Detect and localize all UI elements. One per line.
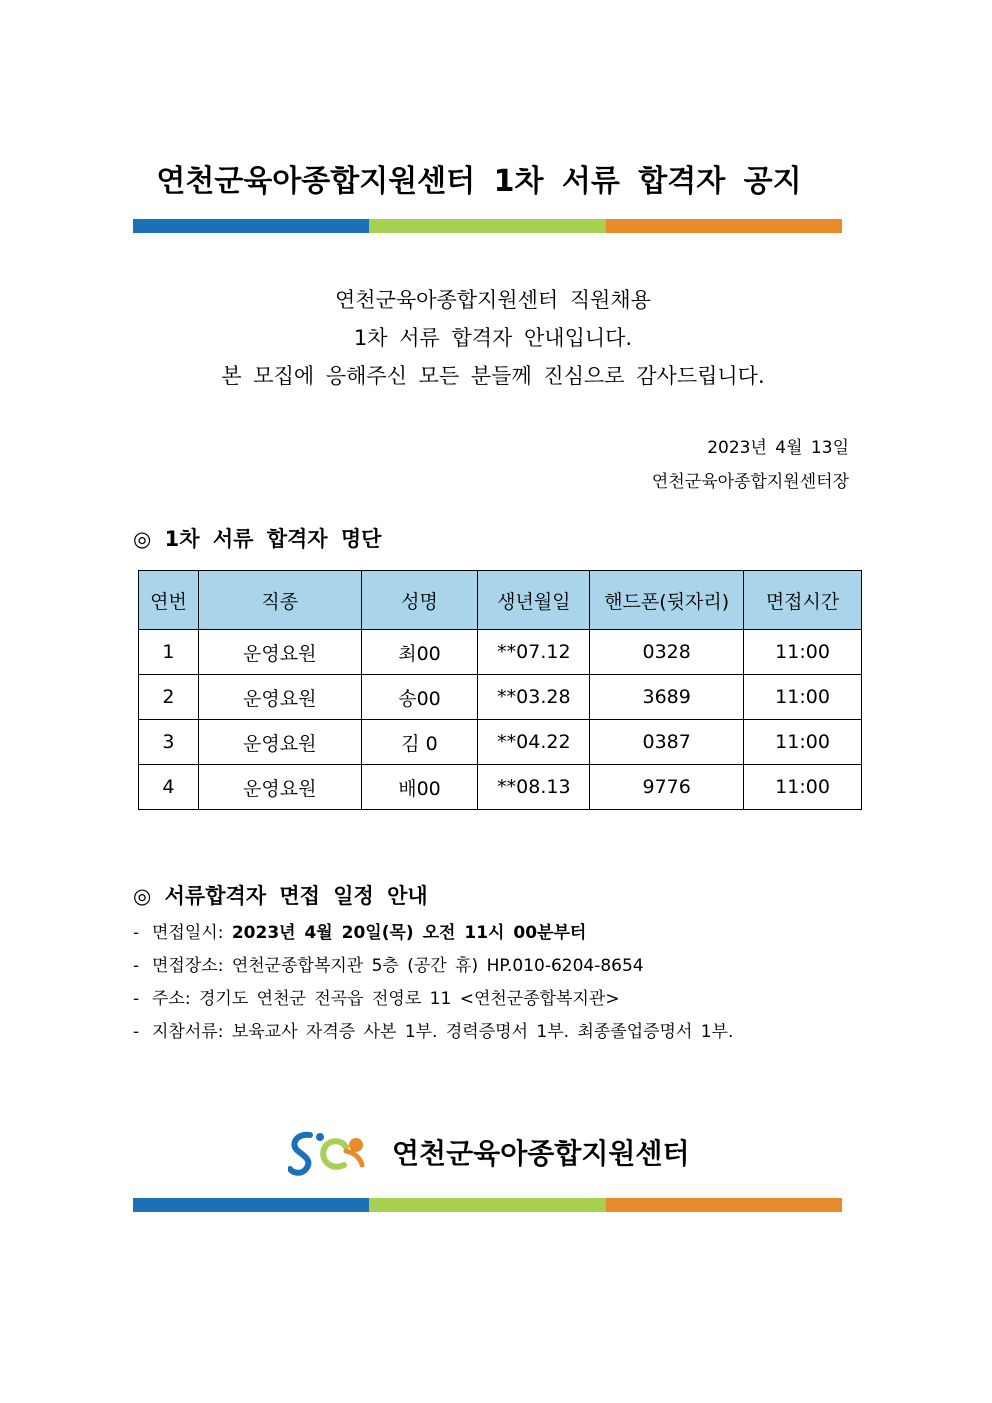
header-cell: 성명: [361, 571, 478, 630]
interview-info-list: [133, 917, 733, 1049]
table-cell: 배00: [361, 765, 478, 810]
table-cell: **07.12: [478, 630, 590, 675]
list-dash: -: [133, 989, 140, 1009]
table-cell: 0328: [590, 630, 744, 675]
info-value: 경기도 연천군 전곡읍 전영로 11 <연천군종합복지관>: [198, 989, 620, 1009]
table-cell: 0387: [590, 720, 744, 765]
table-cell: 3689: [590, 675, 744, 720]
header-cell: 면접시간: [744, 571, 862, 630]
table-cell: 김 0: [361, 720, 478, 765]
info-label: 주소:: [152, 989, 199, 1009]
bar-segment-green: [369, 1198, 605, 1212]
table-cell: 4: [139, 765, 199, 810]
section-heading-applicants: ◎ 1차 서류 합격자 명단: [133, 527, 382, 551]
table-cell: **04.22: [478, 720, 590, 765]
list-dash: -: [133, 1022, 140, 1042]
list-item: [133, 917, 733, 950]
table-cell: 11:00: [744, 630, 862, 675]
notice-date: 2023년 4월 13일: [707, 438, 849, 458]
table-cell: 11:00: [744, 765, 862, 810]
table-row: [139, 675, 862, 720]
info-value: 연천군종합복지관 5층 (공간 휴) HP.010-6204-8654: [231, 956, 644, 976]
table-row: [139, 720, 862, 765]
bar-segment-green: [369, 219, 605, 233]
bar-segment-blue: [133, 1198, 369, 1212]
applicants-table: [138, 570, 862, 810]
table-cell: 9776: [590, 765, 744, 810]
list-item: [133, 950, 733, 983]
info-label: 지참서류:: [152, 1022, 232, 1042]
table-cell: 2: [139, 675, 199, 720]
footer-org-name: 연천군육아종합지원센터: [392, 1137, 690, 1170]
intro-message: [0, 281, 986, 395]
table-cell: 11:00: [744, 720, 862, 765]
list-item: [133, 1016, 733, 1049]
header-cell: 연번: [139, 571, 199, 630]
table-cell: **08.13: [478, 765, 590, 810]
table-row: [139, 630, 862, 675]
table-cell: 운영요원: [198, 675, 361, 720]
table-cell: 최00: [361, 630, 478, 675]
table-row: [139, 765, 862, 810]
list-dash: -: [133, 956, 140, 976]
table-cell: 운영요원: [198, 630, 361, 675]
intro-line: 1차 서류 합격자 안내입니다.: [353, 326, 633, 350]
header-cell: 직종: [198, 571, 361, 630]
bar-segment-blue: [133, 219, 369, 233]
table-cell: 송00: [361, 675, 478, 720]
bar-segment-orange: [606, 1198, 842, 1212]
list-item: [133, 983, 733, 1016]
page-title: 연천군육아종합지원센터 1차 서류 합격자 공지: [156, 164, 802, 199]
info-label: 면접일시:: [152, 923, 232, 943]
table-cell: 운영요원: [198, 720, 361, 765]
table-cell: 운영요원: [198, 765, 361, 810]
table-cell: 11:00: [744, 675, 862, 720]
table-header-row: [139, 571, 862, 630]
bottom-color-bar: [133, 1198, 842, 1212]
header-cell: 핸드폰(뒷자리): [590, 571, 744, 630]
info-label: 면접장소:: [152, 956, 232, 976]
bar-segment-orange: [606, 219, 842, 233]
center-logo-icon: [288, 1127, 368, 1179]
table-cell: **03.28: [478, 675, 590, 720]
table-cell: 3: [139, 720, 199, 765]
top-color-bar: [133, 219, 842, 233]
intro-line: 본 모집에 응해주신 모든 분들께 진심으로 감사드립니다.: [221, 364, 765, 388]
list-dash: -: [133, 923, 140, 943]
info-value: 보육교사 자격증 사본 1부. 경력증명서 1부. 최종졸업증명서 1부.: [231, 1022, 734, 1042]
table-cell: 1: [139, 630, 199, 675]
intro-line: 연천군육아종합지원센터 직원채용: [335, 288, 651, 312]
issuer-name: 연천군육아종합지원센터장: [651, 472, 849, 492]
info-value: 2023년 4월 20일(목) 오전 11시 00분부터: [231, 923, 587, 943]
section-heading-interview: ◎ 서류합격자 면접 일정 안내: [133, 884, 428, 908]
header-cell: 생년월일: [478, 571, 590, 630]
